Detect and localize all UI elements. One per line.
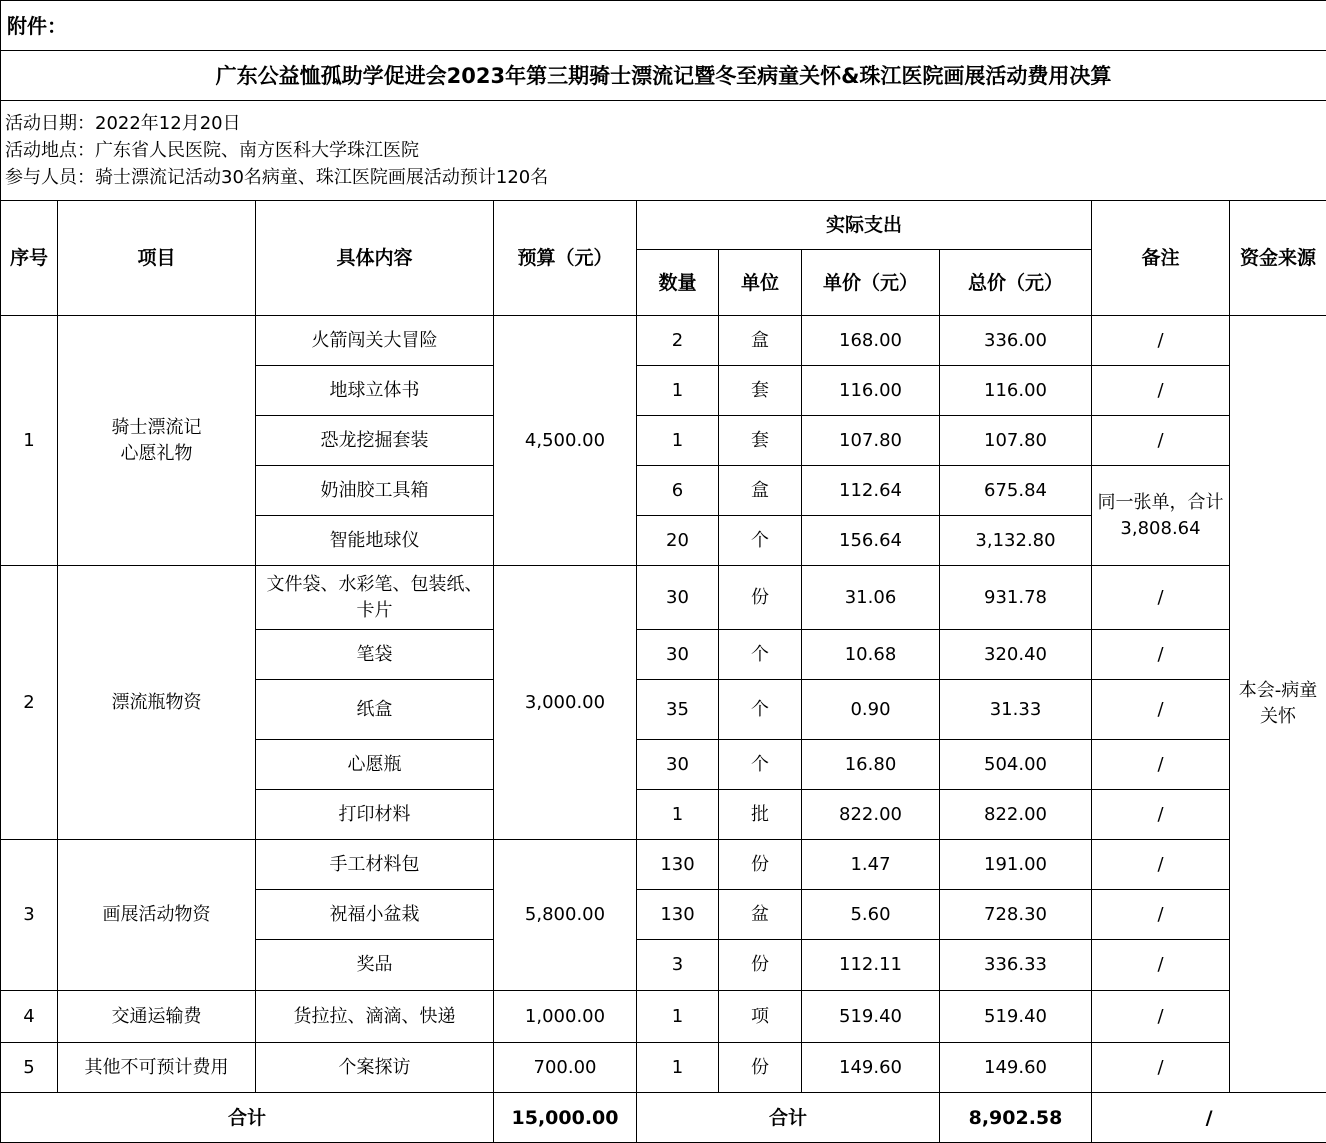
row-total-price: 822.00 — [940, 790, 1092, 840]
row-unit: 个 — [719, 630, 802, 680]
row-qty: 2 — [637, 316, 719, 366]
row-budget: 1,000.00 — [494, 991, 637, 1043]
row-unit: 个 — [719, 680, 802, 740]
activity-info — [1, 101, 1326, 201]
header-total-price: 总价（元） — [940, 250, 1092, 316]
row-qty: 3 — [637, 940, 719, 991]
header-content: 具体内容 — [256, 201, 494, 316]
row-content: 文件袋、水彩笔、包装纸、卡片 — [256, 566, 494, 630]
row-unit-price: 1.47 — [802, 840, 940, 890]
row-unit: 套 — [719, 366, 802, 416]
row-qty: 1 — [637, 366, 719, 416]
row-total-price: 31.33 — [940, 680, 1092, 740]
row-unit-price: 156.64 — [802, 516, 940, 566]
table-row — [1, 1043, 1326, 1093]
row-note: / — [1092, 416, 1230, 466]
row-note: / — [1092, 566, 1230, 630]
header-project: 项目 — [58, 201, 256, 316]
row-note: / — [1092, 680, 1230, 740]
row-total-price: 519.40 — [940, 991, 1092, 1043]
row-content: 手工材料包 — [256, 840, 494, 890]
row-note: / — [1092, 840, 1230, 890]
row-content: 纸盒 — [256, 680, 494, 740]
row-unit-price: 10.68 — [802, 630, 940, 680]
table-row — [1, 840, 1326, 890]
row-unit: 盆 — [719, 890, 802, 940]
row-note: / — [1092, 1043, 1230, 1093]
row-content: 奖品 — [256, 940, 494, 991]
row-total-price: 107.80 — [940, 416, 1092, 466]
row-note: / — [1092, 630, 1230, 680]
row-total-price: 116.00 — [940, 366, 1092, 416]
row-content: 货拉拉、滴滴、快递 — [256, 991, 494, 1043]
table-row — [1, 991, 1326, 1043]
table-row — [1, 566, 1326, 630]
row-seq: 2 — [1, 566, 58, 840]
row-project: 骑士漂流记 心愿礼物 — [58, 316, 256, 566]
total-label: 合计 — [1, 1093, 494, 1143]
row-unit-price: 31.06 — [802, 566, 940, 630]
row-note: / — [1092, 316, 1230, 366]
header-unit-price: 单价（元） — [802, 250, 940, 316]
row-budget: 5,800.00 — [494, 840, 637, 991]
header-unit: 单位 — [719, 250, 802, 316]
row-total-price: 336.00 — [940, 316, 1092, 366]
row-qty: 6 — [637, 466, 719, 516]
row-total-price: 320.40 — [940, 630, 1092, 680]
row-unit: 盒 — [719, 466, 802, 516]
row-qty: 130 — [637, 840, 719, 890]
activity-date: 活动日期：2022年12月20日 — [5, 110, 1324, 137]
row-qty: 30 — [637, 566, 719, 630]
actual-total: 8,902.58 — [940, 1093, 1092, 1143]
row-note: 同一张单，合计3,808.64 — [1092, 466, 1230, 566]
attachment-label: 附件： — [1, 1, 1326, 51]
row-project: 漂流瓶物资 — [58, 566, 256, 840]
row-content: 打印材料 — [256, 790, 494, 840]
row-total-price: 3,132.80 — [940, 516, 1092, 566]
header-note: 备注 — [1092, 201, 1230, 316]
row-seq: 3 — [1, 840, 58, 991]
row-content: 个案探访 — [256, 1043, 494, 1093]
row-unit: 份 — [719, 1043, 802, 1093]
row-unit: 套 — [719, 416, 802, 466]
fund-source-cell: 本会-病童关怀 — [1230, 316, 1326, 1093]
row-unit-price: 16.80 — [802, 740, 940, 790]
activity-location: 活动地点：广东省人民医院、南方医科大学珠江医院 — [5, 137, 1324, 164]
row-total-price: 149.60 — [940, 1043, 1092, 1093]
row-total-price: 675.84 — [940, 466, 1092, 516]
row-unit-price: 112.11 — [802, 940, 940, 991]
row-unit: 批 — [719, 790, 802, 840]
row-content: 恐龙挖掘套装 — [256, 416, 494, 466]
row-unit-price: 149.60 — [802, 1043, 940, 1093]
header-budget: 预算（元） — [494, 201, 637, 316]
row-unit-price: 168.00 — [802, 316, 940, 366]
row-qty: 20 — [637, 516, 719, 566]
row-qty: 1 — [637, 790, 719, 840]
row-unit-price: 0.90 — [802, 680, 940, 740]
header-seq: 序号 — [1, 201, 58, 316]
header-qty: 数量 — [637, 250, 719, 316]
header-fund-source: 资金来源 — [1230, 201, 1326, 316]
row-content: 笔袋 — [256, 630, 494, 680]
row-note: / — [1092, 991, 1230, 1043]
row-unit: 份 — [719, 840, 802, 890]
row-total-price: 336.33 — [940, 940, 1092, 991]
row-unit: 盒 — [719, 316, 802, 366]
row-seq: 4 — [1, 991, 58, 1043]
total-row — [1, 1093, 1326, 1143]
row-unit-price: 5.60 — [802, 890, 940, 940]
row-qty: 30 — [637, 630, 719, 680]
budget-total: 15,000.00 — [494, 1093, 637, 1143]
row-total-price: 728.30 — [940, 890, 1092, 940]
row-unit: 个 — [719, 740, 802, 790]
row-qty: 1 — [637, 1043, 719, 1093]
row-project: 交通运输费 — [58, 991, 256, 1043]
row-note: / — [1092, 890, 1230, 940]
row-seq: 1 — [1, 316, 58, 566]
row-unit: 项 — [719, 991, 802, 1043]
row-qty: 30 — [637, 740, 719, 790]
row-seq: 5 — [1, 1043, 58, 1093]
row-total-price: 191.00 — [940, 840, 1092, 890]
activity-participants: 参与人员：骑士漂流记活动30名病童、珠江医院画展活动预计120名 — [5, 164, 1324, 191]
row-budget: 700.00 — [494, 1043, 637, 1093]
row-project: 其他不可预计费用 — [58, 1043, 256, 1093]
row-note: / — [1092, 940, 1230, 991]
row-budget: 3,000.00 — [494, 566, 637, 840]
actual-total-label: 合计 — [637, 1093, 940, 1143]
row-note: / — [1092, 740, 1230, 790]
row-content: 火箭闯关大冒险 — [256, 316, 494, 366]
row-note: / — [1092, 366, 1230, 416]
row-unit: 个 — [719, 516, 802, 566]
row-qty: 130 — [637, 890, 719, 940]
row-qty: 35 — [637, 680, 719, 740]
row-unit-price: 107.80 — [802, 416, 940, 466]
total-note: / — [1092, 1093, 1326, 1143]
row-content: 智能地球仪 — [256, 516, 494, 566]
row-content: 奶油胶工具箱 — [256, 466, 494, 516]
row-unit-price: 519.40 — [802, 991, 940, 1043]
document-title: 广东公益恤孤助学促进会2023年第三期骑士漂流记暨冬至病童关怀&珠江医院画展活动费用决算 — [1, 51, 1326, 101]
row-total-price: 931.78 — [940, 566, 1092, 630]
row-content: 地球立体书 — [256, 366, 494, 416]
row-unit: 份 — [719, 566, 802, 630]
row-budget: 4,500.00 — [494, 316, 637, 566]
row-unit-price: 822.00 — [802, 790, 940, 840]
row-unit-price: 116.00 — [802, 366, 940, 416]
row-content: 心愿瓶 — [256, 740, 494, 790]
row-unit-price: 112.64 — [802, 466, 940, 516]
row-qty: 1 — [637, 416, 719, 466]
header-actual: 实际支出 — [637, 201, 1092, 250]
table-row — [1, 316, 1326, 366]
row-unit: 份 — [719, 940, 802, 991]
row-note: / — [1092, 790, 1230, 840]
row-content: 祝福小盆栽 — [256, 890, 494, 940]
row-qty: 1 — [637, 991, 719, 1043]
row-total-price: 504.00 — [940, 740, 1092, 790]
row-project: 画展活动物资 — [58, 840, 256, 991]
